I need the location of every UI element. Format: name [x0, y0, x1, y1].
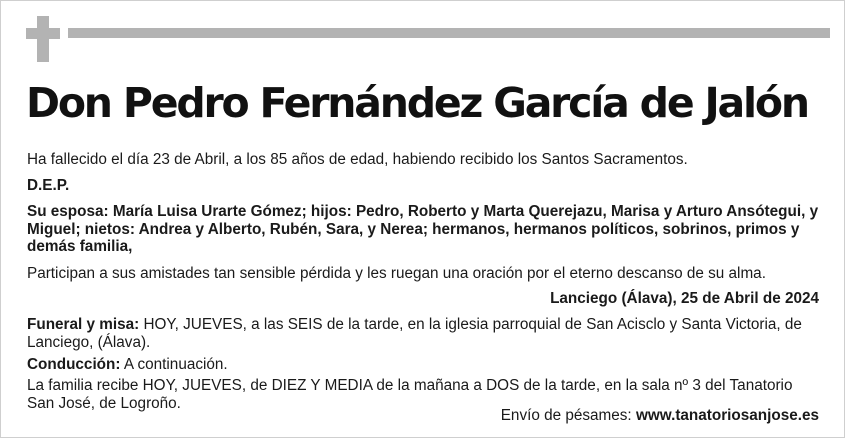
deceased-name: Don Pedro Fernández García de Jalón: [26, 79, 808, 127]
conduccion-text: A continuación.: [120, 356, 228, 373]
condolences-label: Envío de pésames:: [500, 407, 636, 424]
condolences-line: [501, 407, 819, 425]
intro-text: Ha fallecido el día 23 de Abril, a los 85 años de edad, habiendo recibido los Santos Sacramentos.: [27, 151, 688, 168]
dep-text: D.E.P.: [27, 177, 70, 194]
funeral-info: [27, 316, 822, 351]
conduccion-info: [27, 356, 228, 374]
request-text: Participan a sus amistades tan sensible pérdida y les ruegan una oración por el eterno descanso de su alma.: [27, 265, 766, 282]
condolences-link[interactable]: www.tanatoriosanjose.es: [635, 407, 819, 424]
conduccion-label: Conducción:: [27, 356, 121, 373]
header-rule: [68, 28, 830, 38]
cross-icon: [26, 16, 60, 62]
funeral-text: HOY, JUEVES, a las SEIS de la tarde, en la iglesia parroquial de San Acisclo y Santa Victoria, de Lanciego, (Álava).: [27, 316, 802, 351]
place-date: Lanciego (Álava), 25 de Abril de 2024: [550, 290, 819, 307]
family-receives-text: La familia recibe HOY, JUEVES, de DIEZ Y MEDIA de la mañana a DOS de la tarde, en la sala nº 3 del Tanatorio San José, de Logroño.: [27, 377, 793, 412]
family-text: Su esposa: María Luisa Urarte Gómez; hijos: Pedro, Roberto y Marta Querejazu, Marisa y Arturo Ansótegui, y Miguel; nietos: Andrea y Alberto, Rubén, Sara, y Nerea; hermanos, hermanos políticos, sobrinos, primos y demás familia,: [27, 203, 819, 255]
funeral-label: Funeral y misa:: [27, 316, 140, 333]
